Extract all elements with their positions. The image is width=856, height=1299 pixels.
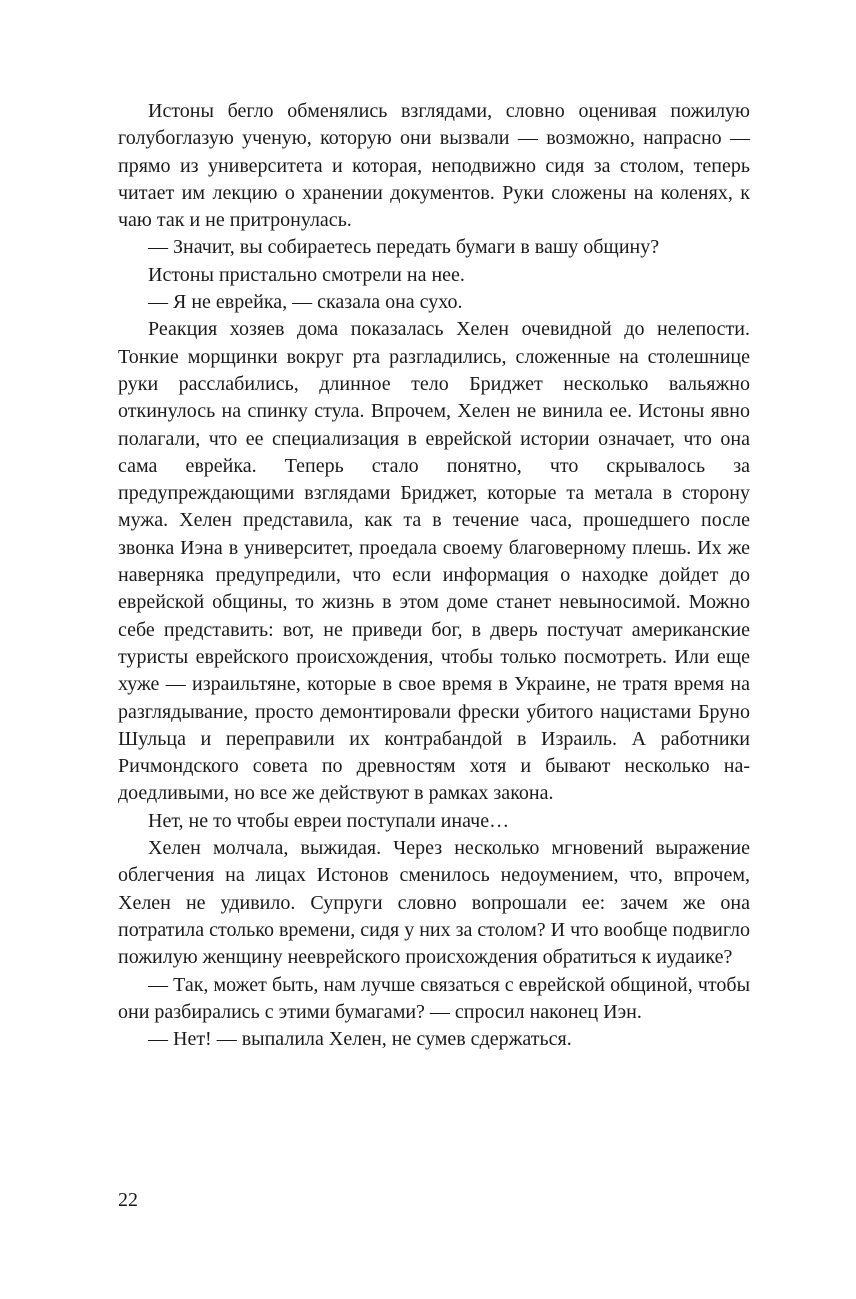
paragraph: Истоны пристально смотрели на нее. <box>148 263 465 286</box>
page-body <box>118 98 750 1053</box>
paragraph: — Нет! — выпалила Хелен, не сумев сдержаться. <box>148 1028 572 1051</box>
paragraph: Реакция хозяев дома показалась Хелен очевидной до нелепости. Тонкие морщинки вокруг рта разгладились, сложенные на столешнице руки расслабились, длинное тело Бриджет несколько вальяжно откинулось на спинку стула. Впрочем, Хелен не винила ее. Истоны явно полагали, что ее специализация в еврейской истории означает, что она сама еврейка. Теперь стало понятно, что скрывалось за предупреждающими взглядами Бриджет, которые та метала в сторону мужа. Хелен представила, как та в течение часа, прошедшего после звонка Иэна в университет, проедала своему благоверному плешь. Их же наверняка предупредили, что если информация о находке дойдет до еврейской общины, то жизнь в этом доме станет невыносимой. Можно себе представить: вот, не приведи бог, в дверь постучат американские туристы еврейского происхождения, чтобы только посмотреть. Или еще хуже — израильтяне, которые в свое время в Украине, не тратя время на разглядывание, просто демонтировали фрески убитого нацистами Бруно Шульца и переправили их контрабандой в Израиль. А работники Ричмондского совета по древностям хотя и бывают несколько надоедливыми, но все же действуют в рамках закона. <box>118 318 750 805</box>
paragraph: Истоны бегло обменялись взглядами, словно оценивая пожилую голубоглазую ученую, которую они вызвали — возможно, напрасно — прямо из университета и которая, неподвижно сидя за столом, теперь читает им лекцию о хранении документов. Руки сложены на коленях, к чаю так и не притронулась. <box>118 100 750 232</box>
paragraph: Нет, не то чтобы евреи поступали иначе… <box>148 809 510 832</box>
paragraph: Хелен молчала, выжидая. Через несколько мгновений выражение облегчения на лицах Истонов сменилось недоумением, что, впрочем, Хелен не удивило. Супруги словно вопрошали ее: зачем же она потратила столько времени, сидя у них за столом? И что вообще подвигло пожилую женщину нееврейского происхождения обратиться к иудаике? <box>118 837 750 969</box>
paragraph: — Значит, вы собираетесь передать бумаги в вашу общину? <box>148 236 660 259</box>
paragraph: — Так, может быть, нам лучше связаться с еврейской общиной, чтобы они разбирались с этими бумагами? — спросил наконец Иэн. <box>118 973 750 1023</box>
page-number: 22 <box>118 1189 138 1211</box>
paragraph: — Я не еврейка, — сказала она сухо. <box>148 291 463 314</box>
